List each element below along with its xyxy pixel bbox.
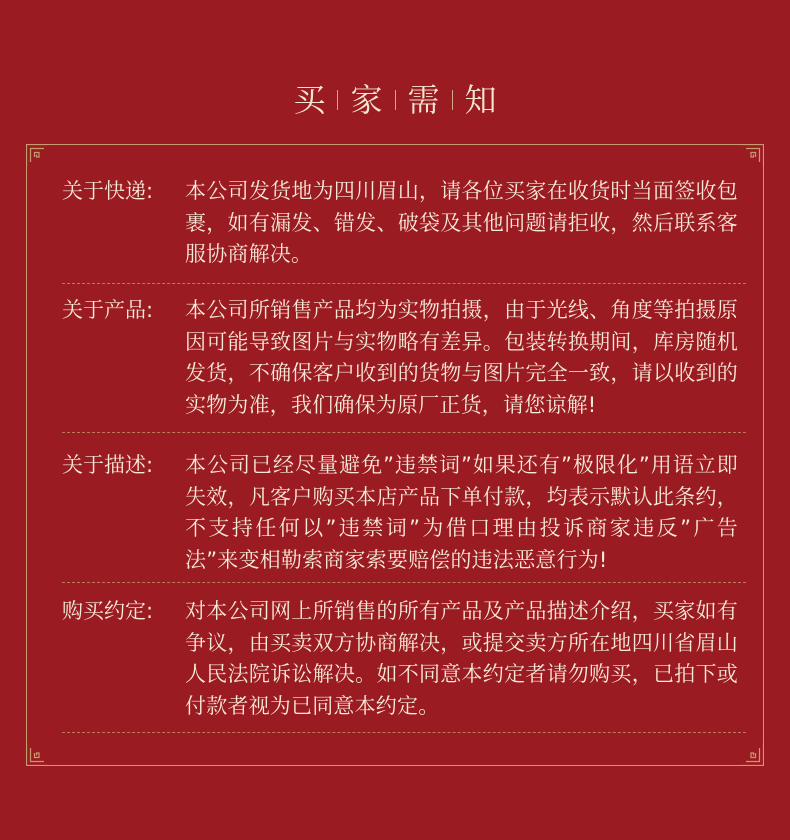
section-label: 关于描述: <box>62 453 154 477</box>
ornamental-corner-icon <box>26 144 50 168</box>
section-label: 关于产品: <box>62 298 154 322</box>
ornamental-corner-icon <box>740 742 764 766</box>
title-char-2: 家 <box>350 81 383 119</box>
section-divider <box>62 732 746 733</box>
section-text: 本公司已经尽量避免”违禁词”如果还有”极限化”用语立即失效，凡客户购买本店产品下单付款，均表示默认此条约，不支持任何以”违禁词”为借口理由投诉商家违反”广告法”来变相勒索商家索要赔偿的违法恶意行为! <box>185 453 738 572</box>
title-separator <box>395 90 396 110</box>
title-char-3: 需 <box>407 81 440 119</box>
ornamental-corner-icon <box>26 742 50 766</box>
section-label: 购买约定: <box>62 599 154 623</box>
title-char-1: 买 <box>293 81 326 119</box>
title-char-4: 知 <box>464 81 497 119</box>
title-separator <box>337 90 338 110</box>
section-divider <box>62 283 746 284</box>
section-divider <box>62 432 746 433</box>
page-title <box>0 78 790 122</box>
title-separator <box>452 90 453 110</box>
section-label: 关于快递: <box>62 179 154 203</box>
section-text: 本公司所销售产品均为实物拍摄，由于光线、角度等拍摄原因可能导致图片与实物略有差异。包装转换期间，库房随机发货，不确保客户收到的货物与图片完全一致，请以收到的实物为准，我们确保为原厂正货，请您谅解! <box>185 298 738 417</box>
section-text: 对本公司网上所销售的所有产品及产品描述介绍，买家如有争议，由买卖双方协商解决，或提交卖方所在地四川省眉山人民法院诉讼解决。如不同意本约定者请勿购买，已拍下或付款者视为已同意本约定。 <box>185 599 738 718</box>
section-divider <box>62 582 746 583</box>
section-text: 本公司发货地为四川眉山，请各位买家在收货时当面签收包裹，如有漏发、错发、破袋及其他问题请拒收，然后联系客服协商解决。 <box>185 179 738 266</box>
ornamental-corner-icon <box>740 144 764 168</box>
